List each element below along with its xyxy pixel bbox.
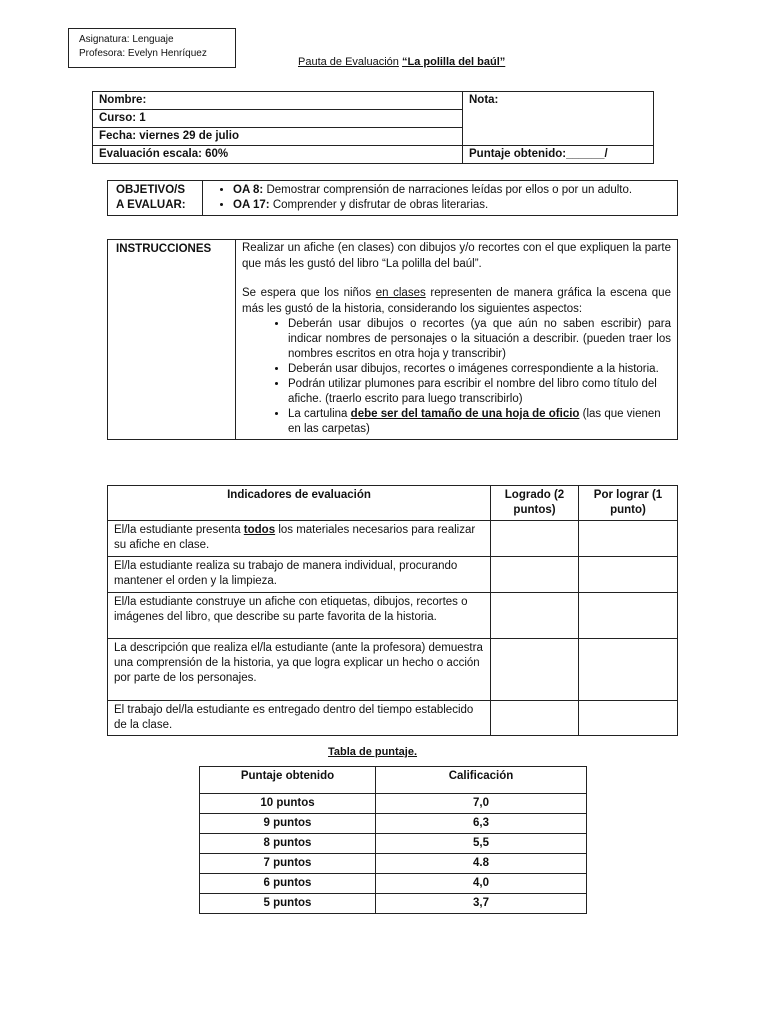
instruction-bullet: • Podrán utilizar plumones para escribir el nombre del libro como título del afiche. (traerlo escrito para luego transcribirlo) bbox=[288, 377, 671, 407]
score-points-cell: 9 puntos bbox=[200, 814, 376, 834]
indicator-row: El trabajo del/la estudiante es entregado dentro del tiempo establecido de la clase. bbox=[108, 701, 491, 736]
pending-cell[interactable] bbox=[579, 521, 678, 557]
achieved-cell[interactable] bbox=[491, 701, 579, 736]
objectives-table bbox=[107, 180, 678, 216]
score-grade-cell: 3,7 bbox=[376, 894, 587, 914]
indicator-row: El/la estudiante presenta todos los materiales necesarios para realizar su afiche en clase. bbox=[108, 521, 491, 557]
achieved-cell[interactable] bbox=[491, 521, 579, 557]
header-box bbox=[68, 28, 236, 68]
indicator-row: La descripción que realiza el/la estudiante (ante la profesora) demuestra una comprensión de la historia, ya que logra explicar un hecho o acción por parte de los personajes. bbox=[108, 639, 491, 701]
indicators-table bbox=[107, 485, 678, 736]
achieved-cell[interactable] bbox=[491, 639, 579, 701]
score-grade-cell: 5,5 bbox=[376, 834, 587, 854]
objective-item: • OA 17: Comprender y disfrutar de obras literarias. bbox=[233, 198, 673, 213]
score-grade-cell: 4.8 bbox=[376, 854, 587, 874]
scale-field: Evaluación escala: 60% bbox=[93, 146, 463, 164]
indicator-row: El/la estudiante realiza su trabajo de manera individual, procurando mantener el orden y la limpieza. bbox=[108, 557, 491, 593]
pending-cell[interactable] bbox=[579, 557, 678, 593]
instructions-paragraph-2: Se espera que los niños en clases representen de manera gráfica la escena que más les gustó de la historia, considerando los siguientes aspectos: bbox=[242, 287, 671, 315]
instructions-table bbox=[107, 239, 678, 440]
indicator-row: El/la estudiante construye un afiche con etiquetas, dibujos, recortes o imágenes del libro, que describe su parte favorita de la historia. bbox=[108, 593, 491, 639]
score-points-cell: 7 puntos bbox=[200, 854, 376, 874]
instruction-bullet: • Deberán usar dibujos o recortes (ya que aún no saben escribir) para indicar nombres de personajes o la situación a describir. (pueden traer los nombres escritos en otra hoja y transcribir) bbox=[288, 317, 671, 362]
pending-cell[interactable] bbox=[579, 593, 678, 639]
pending-header: Por lograr (1 punto) bbox=[579, 486, 678, 521]
score-grade-header: Calificación bbox=[376, 767, 587, 794]
score-grade-cell: 4,0 bbox=[376, 874, 587, 894]
instructions-paragraph: Realizar un afiche (en clases) con dibujos y/o recortes con el que expliquen la parte que más les gustó del libro “La polilla del baúl”. bbox=[242, 242, 671, 270]
pending-cell[interactable] bbox=[579, 701, 678, 736]
score-points-header: Puntaje obtenido bbox=[200, 767, 376, 794]
page-title bbox=[298, 56, 505, 68]
score-points-cell: 8 puntos bbox=[200, 834, 376, 854]
indicators-header: Indicadores de evaluación bbox=[108, 486, 491, 521]
score-points-cell: 5 puntos bbox=[200, 894, 376, 914]
course-field: Curso: 1 bbox=[93, 110, 463, 128]
score-field[interactable]: Puntaje obtenido:______/ bbox=[463, 146, 654, 164]
date-field: Fecha: viernes 29 de julio bbox=[93, 128, 463, 146]
objective-item: • OA 8: Demostrar comprensión de narraciones leídas por ellos o por un adulto. bbox=[233, 183, 673, 198]
instructions-label: INSTRUCCIONES bbox=[108, 240, 236, 440]
score-table bbox=[199, 766, 587, 914]
pending-cell[interactable] bbox=[579, 639, 678, 701]
score-table-title: Tabla de puntaje. bbox=[328, 746, 418, 758]
grade-field[interactable]: Nota: bbox=[463, 92, 654, 146]
subject-label: Asignatura: Lenguaje bbox=[79, 34, 174, 45]
teacher-label: Profesora: Evelyn Henríquez bbox=[79, 48, 207, 59]
score-grade-cell: 7,0 bbox=[376, 794, 587, 814]
title-prefix: Pauta de Evaluación bbox=[298, 56, 399, 68]
instruction-bullet: • Deberán usar dibujos, recortes o imágenes correspondiente a la historia. bbox=[288, 362, 671, 377]
objectives-list bbox=[207, 183, 673, 213]
achieved-cell[interactable] bbox=[491, 593, 579, 639]
student-info-table bbox=[92, 91, 654, 164]
objectives-label: OBJETIVO/S A EVALUAR: bbox=[108, 181, 203, 216]
instruction-bullet: • La cartulina debe ser del tamaño de una hoja de oficio (las que vienen en las carpetas) bbox=[288, 407, 671, 437]
title-book: “La polilla del baúl” bbox=[401, 56, 506, 68]
instructions-list bbox=[242, 317, 671, 437]
score-points-cell: 6 puntos bbox=[200, 874, 376, 894]
score-points-cell: 10 puntos bbox=[200, 794, 376, 814]
achieved-header: Logrado (2 puntos) bbox=[491, 486, 579, 521]
score-grade-cell: 6,3 bbox=[376, 814, 587, 834]
achieved-cell[interactable] bbox=[491, 557, 579, 593]
name-field[interactable]: Nombre: bbox=[93, 92, 463, 110]
